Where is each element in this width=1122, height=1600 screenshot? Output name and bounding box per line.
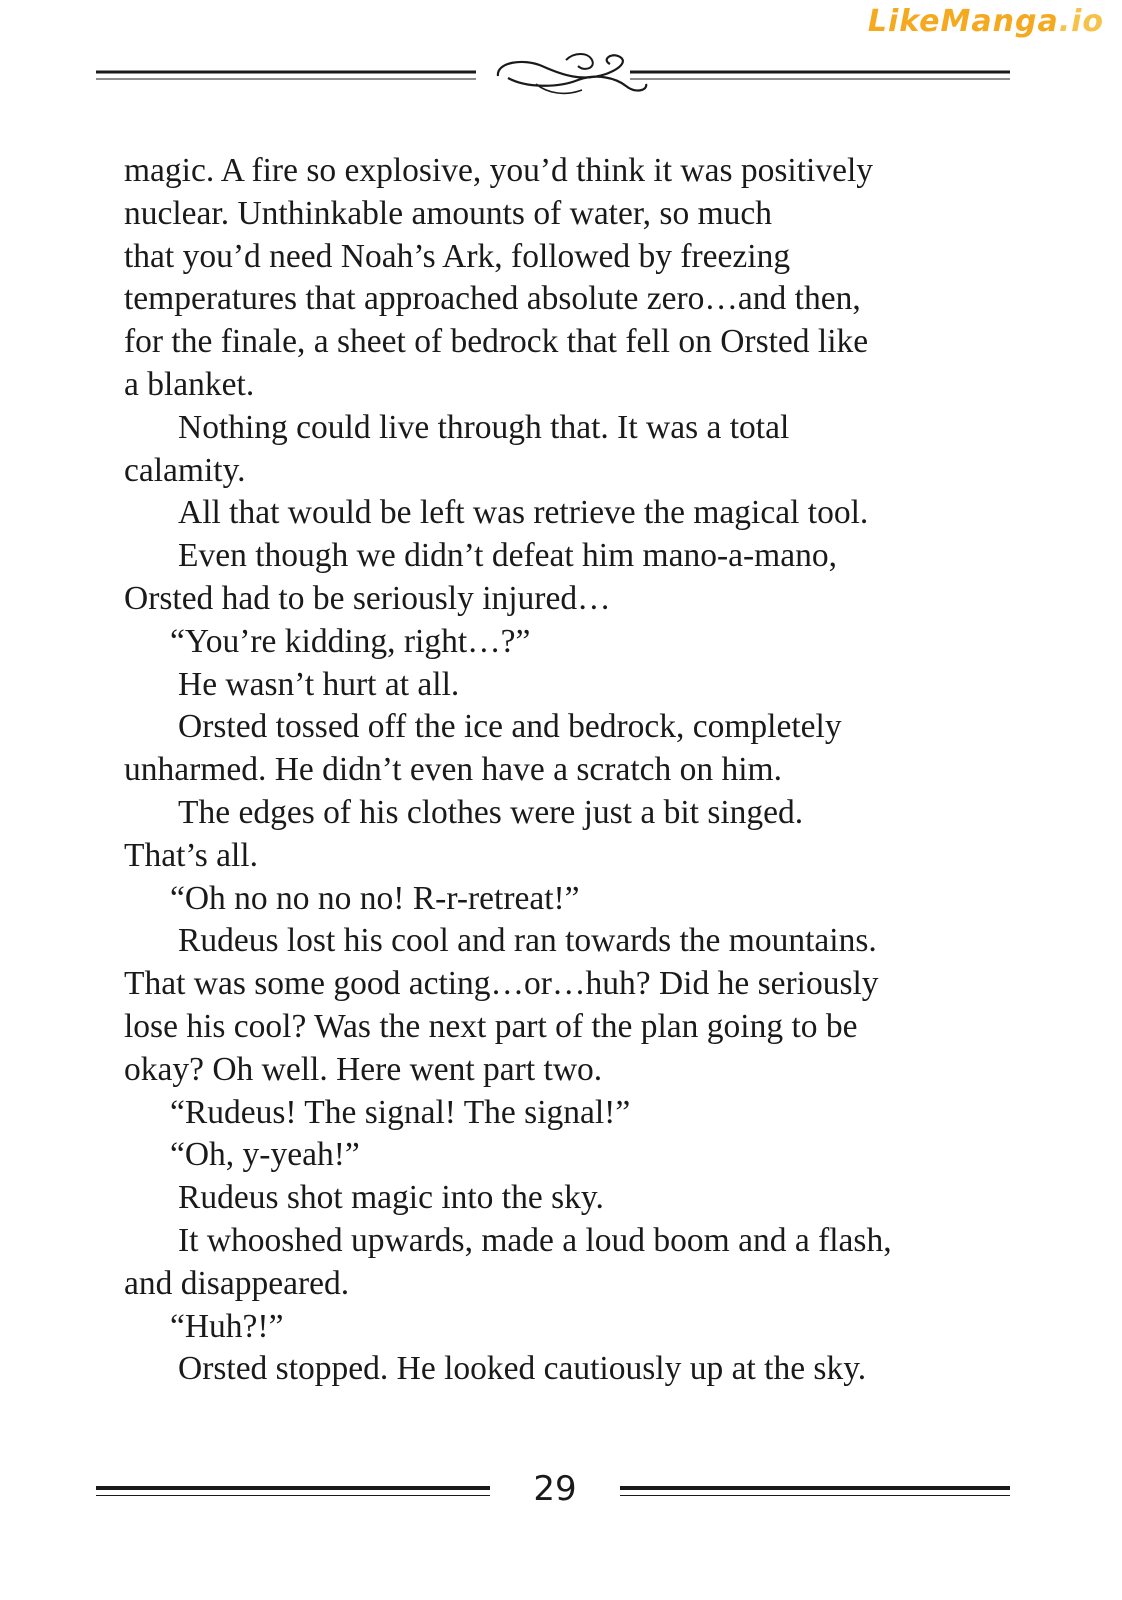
text-line: and disappeared. [124, 1264, 350, 1302]
text-line: magic. A fire so explosive, you’d think it was positively [124, 152, 874, 189]
text-line: lose his cool? Was the next part of the plan going to be [124, 1007, 858, 1045]
text-line: It whooshed upwards, made a loud boom and a flash, [178, 1221, 892, 1259]
text-line: nuclear. Unthinkable amounts of water, so much [124, 194, 773, 232]
footer-rule-right [620, 1486, 1010, 1490]
text-line: Rudeus lost his cool and ran towards the mountains. [178, 922, 877, 960]
text-line: “Rudeus! The signal! The signal!” [170, 1093, 631, 1131]
site-watermark [868, 4, 1104, 39]
text-line: That was some good acting…or…huh? Did he seriously [124, 965, 879, 1003]
text-line: “Huh?!” [170, 1307, 284, 1345]
page-footer [96, 1465, 1010, 1513]
text-line: temperatures that approached absolute zero…and then, [124, 280, 861, 318]
text-line: He wasn’t hurt at all. [178, 665, 460, 703]
text-line: Orsted stopped. He looked cautiously up at the sky. [178, 1350, 867, 1388]
chapter-text [124, 150, 964, 1391]
page-number: 29 [533, 1469, 577, 1509]
text-line: “Oh no no no no! R-r-retreat!” [170, 879, 580, 917]
text-line: Orsted had to be seriously injured… [124, 579, 611, 617]
text-line: “Oh, y-yeah!” [170, 1136, 360, 1174]
text-line: Nothing could live through that. It was a total [178, 408, 790, 446]
text-line: The edges of his clothes were just a bit singed. [178, 793, 804, 831]
text-line: “You’re kidding, right…?” [170, 622, 531, 660]
text-line: calamity. [124, 451, 246, 489]
header-flourish-divider [96, 48, 1010, 100]
text-line: That’s all. [124, 836, 258, 874]
watermark-brand: LikeManga [867, 4, 1059, 39]
footer-rule-left [96, 1486, 490, 1490]
text-line: that you’d need Noah’s Ark, followed by freezing [124, 237, 791, 275]
text-line: a blanket. [124, 365, 255, 403]
text-line: okay? Oh well. Here went part two. [124, 1050, 603, 1088]
watermark-domain: .io [1058, 4, 1104, 39]
text-line: unharmed. He didn’t even have a scratch on him. [124, 751, 782, 789]
text-line: All that would be left was retrieve the magical tool. [178, 494, 869, 532]
text-line: Orsted tossed off the ice and bedrock, completely [178, 708, 842, 746]
text-line: Even though we didn’t defeat him mano-a-mano, [178, 537, 837, 575]
text-line: Rudeus shot magic into the sky. [178, 1179, 604, 1217]
text-line: for the finale, a sheet of bedrock that fell on Orsted like [124, 323, 869, 361]
